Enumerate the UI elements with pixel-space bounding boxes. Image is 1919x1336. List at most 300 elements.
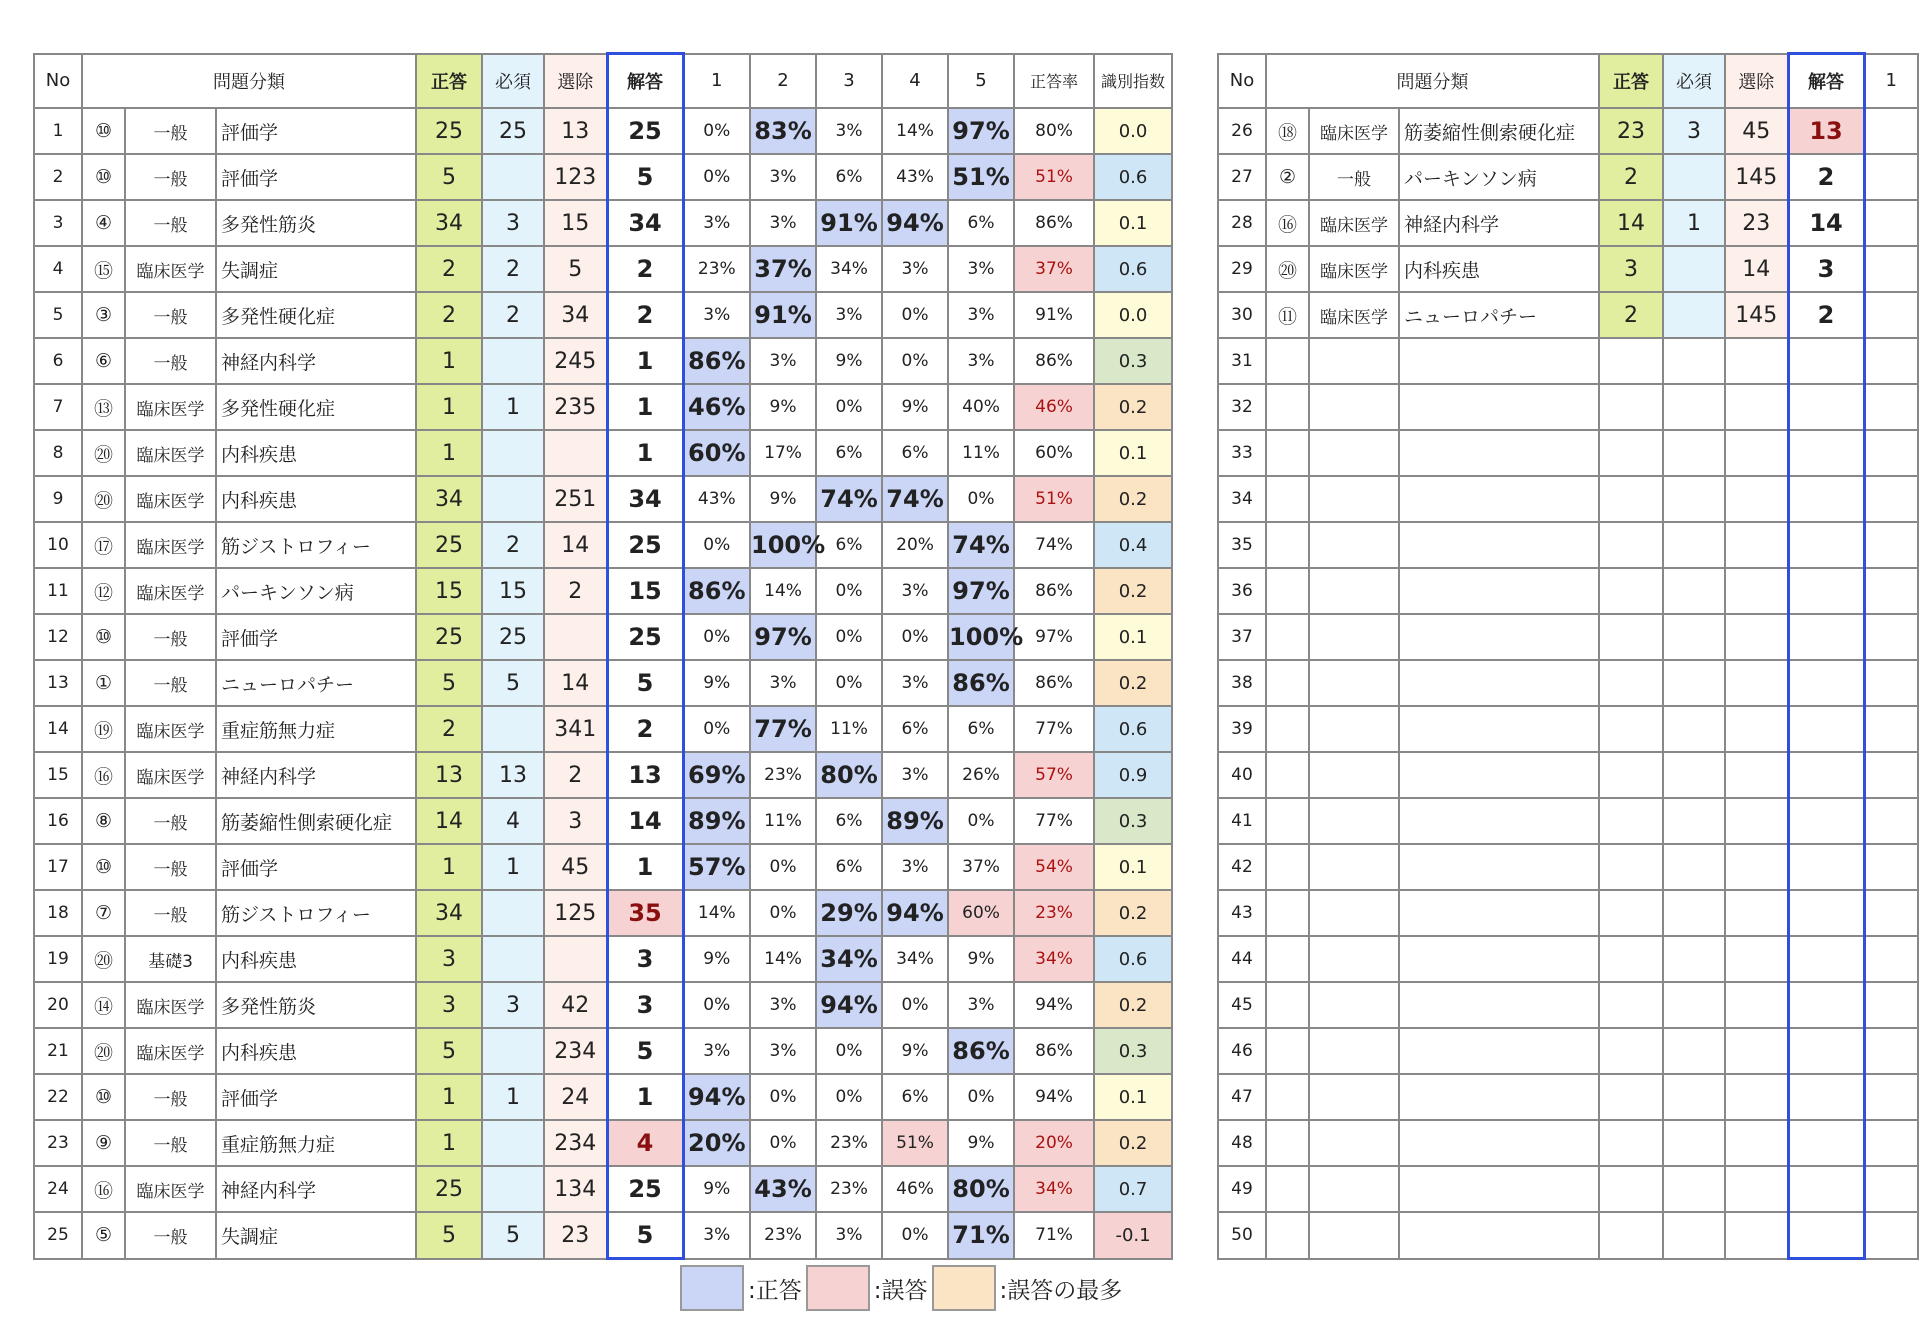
kaito-cell: 1 (607, 338, 683, 384)
option-2-rate: 14% (750, 936, 816, 982)
option-5-rate: 80% (948, 1166, 1014, 1212)
option-2-rate: 0% (750, 844, 816, 890)
correct-rate: 97% (1014, 614, 1094, 660)
category-number: ⑯ (1266, 200, 1309, 246)
category-number: ⑩ (82, 154, 125, 200)
header-sentaku: 選除 (544, 54, 607, 109)
table-row (34, 1028, 1172, 1074)
kaito-cell (1788, 890, 1864, 936)
hissu-cell (482, 936, 544, 982)
category-name: 内科疾患 (216, 1028, 416, 1074)
kaito-cell: 5 (607, 1028, 683, 1074)
kaito-cell: 1 (607, 384, 683, 430)
option-1-rate (1864, 982, 1918, 1028)
kaito-cell: 1 (607, 430, 683, 476)
sentaku-cell (1725, 706, 1788, 752)
kaito-cell: 25 (607, 1166, 683, 1212)
table-row (34, 568, 1172, 614)
option-5-rate: 37% (948, 844, 1014, 890)
correct-rate: 51% (1014, 476, 1094, 522)
table-row (1218, 1120, 1918, 1166)
option-1-rate: 23% (683, 246, 750, 292)
discrimination-index: 0.6 (1094, 936, 1172, 982)
option-4-rate: 0% (882, 614, 948, 660)
sentaku-cell: 45 (544, 844, 607, 890)
hissu-cell (1663, 384, 1725, 430)
option-1-rate (1864, 154, 1918, 200)
hissu-cell (1663, 844, 1725, 890)
hissu-cell (482, 706, 544, 752)
table-row (34, 154, 1172, 200)
kaito-cell: 34 (607, 200, 683, 246)
category-group: 一般 (125, 844, 216, 890)
correct-rate: 71% (1014, 1212, 1094, 1259)
sentaku-cell (1725, 1212, 1788, 1259)
header-hissu: 必須 (1663, 54, 1725, 109)
option-1-rate (1864, 752, 1918, 798)
seito-cell (1599, 1028, 1663, 1074)
seito-cell: 1 (416, 844, 482, 890)
category-number: ⑧ (82, 798, 125, 844)
option-5-rate: 51% (948, 154, 1014, 200)
option-5-rate: 0% (948, 798, 1014, 844)
option-4-rate: 0% (882, 338, 948, 384)
option-4-rate: 3% (882, 844, 948, 890)
option-3-rate: 3% (816, 1212, 882, 1259)
seito-cell: 1 (416, 1120, 482, 1166)
row-no: 17 (34, 844, 82, 890)
row-no: 15 (34, 752, 82, 798)
seito-cell: 13 (416, 752, 482, 798)
category-name: ニューロパチー (1399, 292, 1599, 338)
row-no: 3 (34, 200, 82, 246)
discrimination-index: 0.2 (1094, 1120, 1172, 1166)
sentaku-cell (1725, 1120, 1788, 1166)
row-no: 48 (1218, 1120, 1266, 1166)
option-1-rate: 0% (683, 108, 750, 154)
table-row (34, 1120, 1172, 1166)
option-3-rate: 34% (816, 246, 882, 292)
row-no: 29 (1218, 246, 1266, 292)
row-no: 2 (34, 154, 82, 200)
category-name: 神経内科学 (1399, 200, 1599, 246)
seito-cell: 25 (416, 522, 482, 568)
option-1-rate (1864, 292, 1918, 338)
category-number: ⑬ (82, 384, 125, 430)
category-group: 一般 (125, 614, 216, 660)
sentaku-cell: 123 (544, 154, 607, 200)
kaito-cell (1788, 1074, 1864, 1120)
category-name (1399, 798, 1599, 844)
kaito-cell (1788, 522, 1864, 568)
option-4-rate: 43% (882, 154, 948, 200)
hissu-cell (1663, 706, 1725, 752)
category-group: 臨床医学 (125, 568, 216, 614)
header-seito: 正答 (1599, 54, 1663, 109)
option-4-rate: 9% (882, 1028, 948, 1074)
hissu-cell (1663, 1074, 1725, 1120)
sentaku-cell (544, 430, 607, 476)
header-opt-2: 2 (750, 54, 816, 109)
row-no: 12 (34, 614, 82, 660)
option-1-rate: 60% (683, 430, 750, 476)
header-opt-1: 1 (1864, 54, 1918, 109)
header-index: 識別指数 (1094, 54, 1172, 109)
row-no: 11 (34, 568, 82, 614)
category-name: 多発性硬化症 (216, 384, 416, 430)
row-no: 35 (1218, 522, 1266, 568)
header-opt-1: 1 (683, 54, 750, 109)
seito-cell (1599, 660, 1663, 706)
category-number: ⑳ (82, 476, 125, 522)
option-4-rate: 94% (882, 200, 948, 246)
discrimination-index: 0.2 (1094, 660, 1172, 706)
option-4-rate: 3% (882, 752, 948, 798)
table-row (34, 522, 1172, 568)
category-name (1399, 476, 1599, 522)
option-3-rate: 0% (816, 614, 882, 660)
kaito-cell (1788, 338, 1864, 384)
correct-rate: 60% (1014, 430, 1094, 476)
sentaku-cell: 134 (544, 1166, 607, 1212)
category-name: 筋ジストロフィー (216, 890, 416, 936)
table-row (34, 292, 1172, 338)
correct-rate: 23% (1014, 890, 1094, 936)
category-number: ⑳ (1266, 246, 1309, 292)
table-row (34, 476, 1172, 522)
option-3-rate: 9% (816, 338, 882, 384)
option-3-rate: 0% (816, 568, 882, 614)
category-number: ⑩ (82, 1074, 125, 1120)
sentaku-cell: 34 (544, 292, 607, 338)
row-no: 14 (34, 706, 82, 752)
hissu-cell: 4 (482, 798, 544, 844)
kaito-cell (1788, 982, 1864, 1028)
option-4-rate: 0% (882, 292, 948, 338)
option-1-rate: 43% (683, 476, 750, 522)
category-number: ⑩ (82, 108, 125, 154)
table-row (34, 614, 1172, 660)
row-no: 5 (34, 292, 82, 338)
row-no: 24 (34, 1166, 82, 1212)
correct-rate: 77% (1014, 798, 1094, 844)
hissu-cell (1663, 522, 1725, 568)
category-name (1399, 752, 1599, 798)
kaito-cell (1788, 430, 1864, 476)
option-1-rate: 0% (683, 982, 750, 1028)
option-1-rate: 0% (683, 522, 750, 568)
hissu-cell: 25 (482, 614, 544, 660)
category-group (1309, 752, 1399, 798)
option-3-rate: 0% (816, 660, 882, 706)
option-5-rate: 100% (948, 614, 1014, 660)
category-number: ⑥ (82, 338, 125, 384)
category-group (1309, 1212, 1399, 1259)
discrimination-index: 0.7 (1094, 1166, 1172, 1212)
hissu-cell: 1 (1663, 200, 1725, 246)
correct-rate: 94% (1014, 1074, 1094, 1120)
option-3-rate: 6% (816, 154, 882, 200)
table-row (1218, 246, 1918, 292)
row-no: 41 (1218, 798, 1266, 844)
category-group (1309, 522, 1399, 568)
option-1-rate (1864, 430, 1918, 476)
category-group (1309, 614, 1399, 660)
header-row (1218, 54, 1918, 109)
option-2-rate: 9% (750, 476, 816, 522)
category-group: 臨床医学 (125, 752, 216, 798)
row-no: 9 (34, 476, 82, 522)
category-number: ① (82, 660, 125, 706)
hissu-cell (1663, 246, 1725, 292)
option-1-rate (1864, 108, 1918, 154)
option-4-rate: 3% (882, 246, 948, 292)
table-row (1218, 1074, 1918, 1120)
seito-cell (1599, 614, 1663, 660)
option-5-rate: 3% (948, 292, 1014, 338)
row-no: 37 (1218, 614, 1266, 660)
category-name (1399, 384, 1599, 430)
option-1-rate: 9% (683, 1166, 750, 1212)
kaito-cell: 1 (607, 844, 683, 890)
sentaku-cell (1725, 338, 1788, 384)
category-number: ③ (82, 292, 125, 338)
sentaku-cell: 23 (544, 1212, 607, 1259)
category-number: ⑮ (82, 246, 125, 292)
header-sentaku: 選除 (1725, 54, 1788, 109)
legend-label-wrong: :誤答 (873, 1277, 928, 1304)
category-group (1309, 936, 1399, 982)
kaito-cell: 4 (607, 1120, 683, 1166)
option-5-rate: 3% (948, 338, 1014, 384)
option-1-rate (1864, 614, 1918, 660)
results-table-right (1217, 52, 1919, 1260)
option-4-rate: 0% (882, 1212, 948, 1259)
category-group (1309, 1166, 1399, 1212)
table-row (34, 1166, 1172, 1212)
category-group: 臨床医学 (125, 476, 216, 522)
category-number: ④ (82, 200, 125, 246)
table-row (34, 752, 1172, 798)
header-hissu: 必須 (482, 54, 544, 109)
kaito-cell: 15 (607, 568, 683, 614)
row-no: 38 (1218, 660, 1266, 706)
seito-cell: 23 (1599, 108, 1663, 154)
category-name: 失調症 (216, 1212, 416, 1259)
category-number: ⑳ (82, 936, 125, 982)
legend (680, 1264, 1126, 1312)
option-4-rate: 3% (882, 660, 948, 706)
table-row (34, 798, 1172, 844)
option-3-rate: 80% (816, 752, 882, 798)
seito-cell (1599, 982, 1663, 1028)
kaito-cell: 3 (607, 936, 683, 982)
sentaku-cell: 15 (544, 200, 607, 246)
discrimination-index: 0.0 (1094, 108, 1172, 154)
row-no: 47 (1218, 1074, 1266, 1120)
option-2-rate: 3% (750, 154, 816, 200)
category-name: 内科疾患 (216, 936, 416, 982)
option-4-rate: 0% (882, 982, 948, 1028)
option-1-rate: 46% (683, 384, 750, 430)
category-group: 臨床医学 (1309, 292, 1399, 338)
seito-cell (1599, 1074, 1663, 1120)
discrimination-index: 0.2 (1094, 476, 1172, 522)
row-no: 13 (34, 660, 82, 706)
category-group (1309, 476, 1399, 522)
option-2-rate: 97% (750, 614, 816, 660)
row-no: 22 (34, 1074, 82, 1120)
row-no: 16 (34, 798, 82, 844)
option-2-rate: 9% (750, 384, 816, 430)
option-1-rate: 0% (683, 706, 750, 752)
sentaku-cell: 145 (1725, 154, 1788, 200)
correct-rate: 20% (1014, 1120, 1094, 1166)
kaito-cell (1788, 752, 1864, 798)
option-3-rate: 94% (816, 982, 882, 1028)
option-2-rate: 100% (750, 522, 816, 568)
option-2-rate: 43% (750, 1166, 816, 1212)
category-number: ⑯ (82, 752, 125, 798)
table-row (1218, 384, 1918, 430)
kaito-cell (1788, 660, 1864, 706)
option-1-rate: 3% (683, 1212, 750, 1259)
sentaku-cell: 14 (1725, 246, 1788, 292)
category-group (1309, 1028, 1399, 1074)
hissu-cell (482, 154, 544, 200)
row-no: 44 (1218, 936, 1266, 982)
hissu-cell: 1 (482, 384, 544, 430)
category-group: 一般 (125, 108, 216, 154)
table-row (34, 936, 1172, 982)
category-name: 多発性筋炎 (216, 200, 416, 246)
option-2-rate: 0% (750, 1074, 816, 1120)
seito-cell (1599, 936, 1663, 982)
category-group: 臨床医学 (125, 246, 216, 292)
sentaku-cell: 23 (1725, 200, 1788, 246)
kaito-cell (1788, 1120, 1864, 1166)
category-number: ⑤ (82, 1212, 125, 1259)
category-number (1266, 522, 1309, 568)
sentaku-cell: 125 (544, 890, 607, 936)
table-row (34, 1212, 1172, 1259)
discrimination-index: 0.3 (1094, 1028, 1172, 1074)
discrimination-index: 0.3 (1094, 798, 1172, 844)
kaito-cell: 35 (607, 890, 683, 936)
table-row (34, 384, 1172, 430)
category-group: 臨床医学 (125, 706, 216, 752)
discrimination-index: 0.1 (1094, 844, 1172, 890)
option-2-rate: 3% (750, 338, 816, 384)
category-number (1266, 1028, 1309, 1074)
sentaku-cell: 3 (544, 798, 607, 844)
kaito-cell (1788, 476, 1864, 522)
option-4-rate: 3% (882, 568, 948, 614)
row-no: 25 (34, 1212, 82, 1259)
correct-rate: 86% (1014, 200, 1094, 246)
hissu-cell (482, 338, 544, 384)
kaito-cell: 14 (607, 798, 683, 844)
row-no: 7 (34, 384, 82, 430)
kaito-cell: 25 (607, 614, 683, 660)
discrimination-index: 0.6 (1094, 246, 1172, 292)
option-1-rate: 0% (683, 614, 750, 660)
option-1-rate (1864, 1166, 1918, 1212)
category-number (1266, 844, 1309, 890)
hissu-cell: 1 (482, 844, 544, 890)
row-no: 30 (1218, 292, 1266, 338)
seito-cell: 1 (416, 384, 482, 430)
row-no: 10 (34, 522, 82, 568)
kaito-cell: 2 (607, 246, 683, 292)
option-1-rate: 89% (683, 798, 750, 844)
category-name (1399, 1120, 1599, 1166)
option-2-rate: 91% (750, 292, 816, 338)
row-no: 27 (1218, 154, 1266, 200)
table-row (1218, 844, 1918, 890)
category-number (1266, 384, 1309, 430)
option-5-rate: 11% (948, 430, 1014, 476)
option-3-rate: 23% (816, 1166, 882, 1212)
option-3-rate: 6% (816, 844, 882, 890)
seito-cell (1599, 798, 1663, 844)
discrimination-index: 0.6 (1094, 706, 1172, 752)
option-5-rate: 3% (948, 246, 1014, 292)
option-5-rate: 26% (948, 752, 1014, 798)
kaito-cell (1788, 706, 1864, 752)
category-name (1399, 1166, 1599, 1212)
row-no: 45 (1218, 982, 1266, 1028)
row-no: 23 (34, 1120, 82, 1166)
seito-cell: 25 (416, 614, 482, 660)
option-1-rate: 3% (683, 292, 750, 338)
category-number: ⑩ (82, 614, 125, 660)
option-5-rate: 6% (948, 200, 1014, 246)
header-kaito: 解答 (607, 54, 683, 109)
option-3-rate: 0% (816, 1028, 882, 1074)
sentaku-cell: 245 (544, 338, 607, 384)
option-1-rate (1864, 844, 1918, 890)
option-1-rate: 86% (683, 568, 750, 614)
option-5-rate: 97% (948, 108, 1014, 154)
correct-rate: 34% (1014, 936, 1094, 982)
hissu-cell (1663, 430, 1725, 476)
kaito-cell: 2 (1788, 292, 1864, 338)
category-group: 臨床医学 (125, 384, 216, 430)
sentaku-cell: 24 (544, 1074, 607, 1120)
category-number: ⑳ (82, 430, 125, 476)
hissu-cell (1663, 890, 1725, 936)
hissu-cell: 15 (482, 568, 544, 614)
option-5-rate: 0% (948, 476, 1014, 522)
table-row (34, 982, 1172, 1028)
correct-rate: 86% (1014, 1028, 1094, 1074)
option-1-rate (1864, 338, 1918, 384)
category-group: 一般 (1309, 154, 1399, 200)
option-3-rate: 34% (816, 936, 882, 982)
correct-rate: 74% (1014, 522, 1094, 568)
seito-cell: 1 (416, 338, 482, 384)
correct-rate: 34% (1014, 1166, 1094, 1212)
category-number: ⑲ (82, 706, 125, 752)
hissu-cell (1663, 614, 1725, 660)
discrimination-index: 0.6 (1094, 154, 1172, 200)
row-no: 6 (34, 338, 82, 384)
seito-cell (1599, 844, 1663, 890)
option-2-rate: 17% (750, 430, 816, 476)
category-name: 内科疾患 (216, 430, 416, 476)
table-row (1218, 660, 1918, 706)
